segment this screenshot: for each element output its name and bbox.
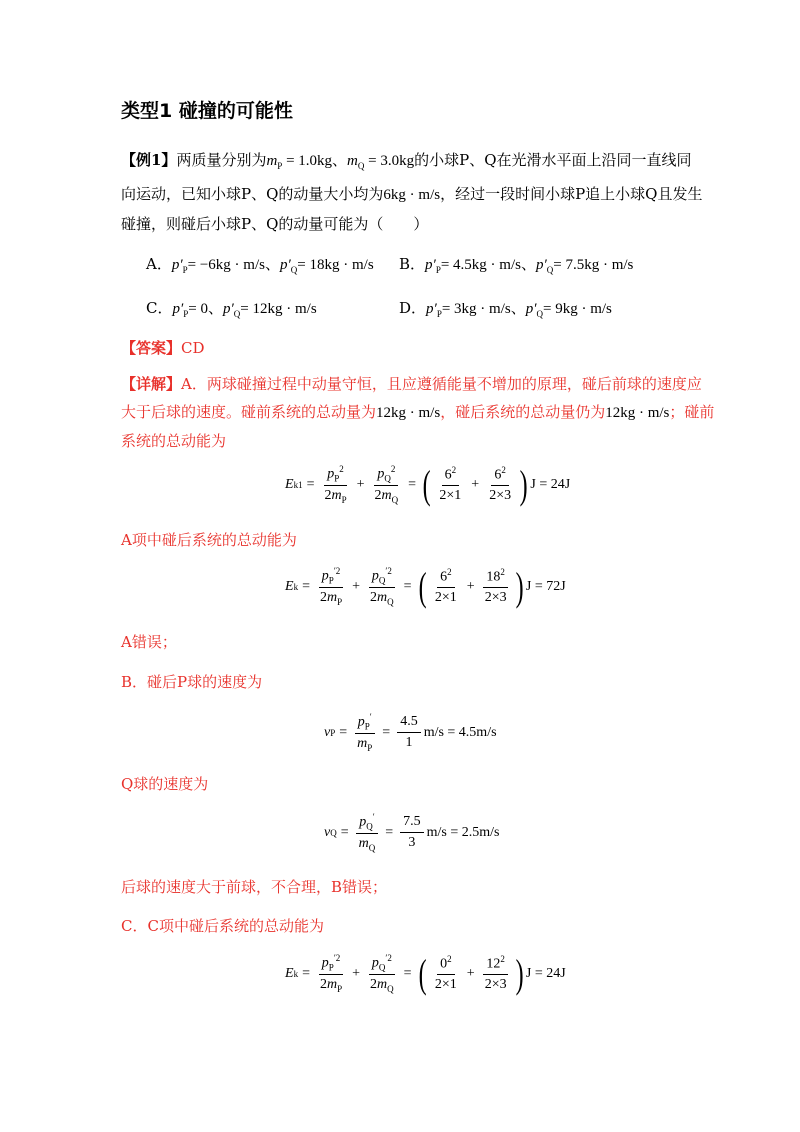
explain-b-head: B．碰后P球的速度为 [121, 673, 263, 691]
explain-b-conclusion: 后球的速度大于前球，不合理，B错误； [121, 878, 388, 896]
option-b: B．$p'_P= 4.5kg \cdot m/s$、$p'_Q= 7.5kg \cdot m/s$ [399, 255, 634, 275]
explain-q-head: Q球的速度为 [121, 775, 209, 793]
explain-a-item: A项中碰后系统的总动能为 [121, 531, 297, 549]
equation-5: E k = $\frac{p_P^{'2}}{2m_P}$ + $\frac{p_Q^{'2}}{2m_Q}$ = ( $\frac{0^2}{2\times 1}$ + $\frac{12^2}{2\times 3}$ ) J = 24J [285, 950, 566, 996]
explain-a-wrong: A错误； [121, 633, 177, 651]
explain-line-2: 大于后球的速度。碰前系统的总动量为12kg · m/s，碰后系统的总动量仍为12kg · m/s；碰前 [121, 403, 715, 421]
example-line-3: 碰撞，则碰后小球P、Q的动量可能为（ ） [121, 215, 429, 233]
equation-2: E k = $\frac{p_P^{'2}}{2m_P}$ + $\frac{p_Q^{'2}}{2m_Q}$ = ( $\frac{6^2}{2\times 1}$ + $\frac{18^2}{2\times 3}$ ) J = 72J [285, 563, 566, 609]
option-c: C．$p'_P= 0$、$p'_Q= 12kg \cdot m/s$ [146, 299, 317, 319]
example-line-2: 向运动，已知小球P、Q的动量大小均为6kg · m/s，经过一段时间小球P追上小球Q且发生 [121, 185, 703, 203]
explain-c-head: C．C项中碰后系统的总动能为 [121, 917, 324, 935]
option-d: D．$p'_P= 3kg \cdot m/s$、$p'_Q= 9kg \cdot m/s$ [399, 299, 612, 319]
example-line-1: 【例1】两质量分别为$m_P = 1.0kg$、$m_Q = 3.0kg$的小球P、Q在光滑水平面上沿同一直线同 [121, 151, 692, 171]
explain-line-1: 【详解】A．两球碰撞过程中动量守恒，且应遵循能量不增加的原理，碰后前球的速度应 [121, 375, 702, 393]
equation-3: v P = $\frac{p_P'}{m_P}$ = $\frac{4.5}{1}$ m/s = 4.5m/s [324, 712, 497, 754]
mass-p: $m_P = 1.0kg$ [266, 153, 333, 171]
option-a: A．$p'_P= -6kg \cdot m/s$、$p'_Q= 18kg \cdot m/s$ [146, 255, 374, 275]
example-tag: 【例1】 [121, 151, 177, 169]
mass-q: $m_Q = 3.0kg$ [347, 153, 415, 171]
section-title: 类型1 碰撞的可能性 [121, 100, 293, 122]
equation-1: E k1 = $\frac{p_P^2}{2m_P}$ + $\frac{p_Q^2}{2m_Q}$ = ( $\frac{6^2}{2\times 1}$ + $\frac{6^2}{2\times 3}$ ) J = 24J [285, 461, 571, 507]
explain-line-3: 系统的总动能为 [121, 432, 227, 450]
equation-4: v Q = $\frac{p_Q'}{m_Q}$ = $\frac{7.5}{3}$ m/s = 2.5m/s [324, 812, 500, 854]
answer-line: 【答案】CD [121, 339, 205, 357]
